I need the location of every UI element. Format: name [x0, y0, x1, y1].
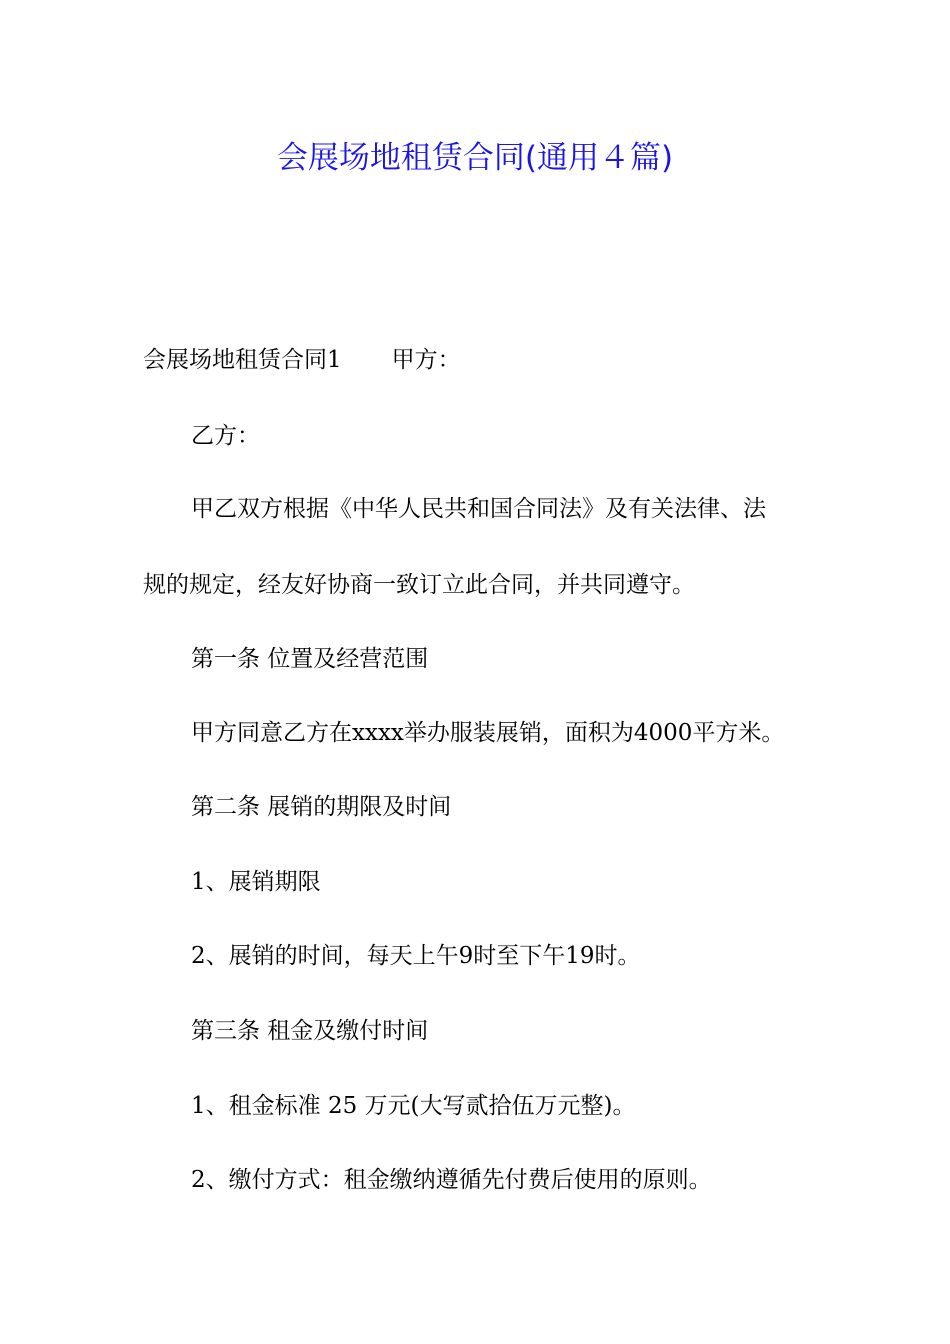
- article-3-title: 第三条 租金及缴付时间: [191, 1018, 429, 1044]
- party-b-label: 乙方：: [191, 423, 260, 449]
- article-3-item-2: 2、缴付方式：租金缴纳遵循先付费后使用的原则。: [191, 1167, 712, 1193]
- intro-paragraph-line-2: 规的规定，经友好协商一致订立此合同，并共同遵守。: [143, 572, 695, 598]
- document-title: 会展场地租赁合同(通用４篇): [276, 140, 674, 176]
- contract-heading-line: [143, 345, 461, 375]
- article-2-title: 第二条 展销的期限及时间: [191, 794, 452, 820]
- article-2-item-2: 2、展销的时间，每天上午9时至下午19时。: [191, 943, 641, 969]
- article-2-item-1: 1、展销期限: [191, 869, 321, 895]
- party-a-label: 甲方：: [391, 347, 461, 373]
- article-3-item-1: 1、租金标准 25 万元(大写贰拾伍万元整)。: [191, 1093, 636, 1119]
- article-1-text: 甲方同意乙方在xxxx举办服装展销，面积为4000平方米。: [191, 720, 785, 746]
- article-1-title: 第一条 位置及经营范围: [191, 646, 429, 672]
- contract-heading: 会展场地租赁合同1: [143, 347, 342, 373]
- intro-paragraph-line-1: 甲乙双方根据《中华人民共和国合同法》及有关法律、法: [191, 496, 766, 522]
